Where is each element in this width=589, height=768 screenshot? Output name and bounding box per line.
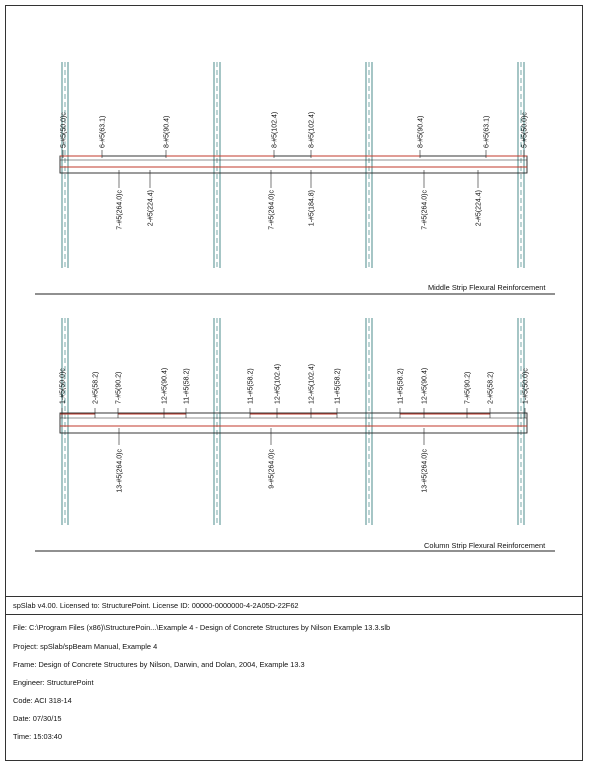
middle-top-bar-label: 8-#5(102.4) [271, 111, 279, 148]
column-top-bar-label: 11-#5(58.2) [397, 368, 405, 404]
column-top-bar-label: 12-#5(102.4) [274, 363, 282, 404]
column-top-bar-label: 12-#5(90.4) [161, 367, 169, 404]
middle-top-bar-label: 6-#5(63.1) [483, 115, 491, 148]
column-top-bar-label: 11-#5(58.2) [183, 368, 191, 404]
column-slab-outline [60, 413, 527, 433]
license-text: spSlab v4.00. Licensed to: StructurePoint. License ID: 00000-0000000-4-2A05D-22F62 [13, 601, 299, 610]
file-text: File: C:\Program Files (x86)\StructurePoin...\Example 4 - Design of Concrete Structures by Nilson Example 13.3.slb [13, 623, 391, 632]
middle-strip-title: Middle Strip Flexural Reinforcement [428, 283, 546, 292]
middle-bottom-bar-label: 7-#5(264.0)c [268, 190, 276, 230]
middle-bottom-bar-label: 7-#5(264.0)c [421, 190, 429, 230]
date-text: Date: 07/30/15 [13, 714, 62, 723]
column-top-bar-label: 11-#5(58.2) [247, 368, 255, 404]
project-text: Project: spSlab/spBeam Manual, Example 4 [13, 642, 158, 651]
code-text: Code: ACI 318-14 [13, 696, 72, 705]
frame-text: Frame: Design of Concrete Structures by Nilson, Darwin, and Dolan, 2004, Example 13.3 [13, 660, 305, 669]
middle-top-bar-label: 8-#5(90.4) [417, 115, 425, 148]
column-bottom-bar-label: 13-#5(264.0)c [116, 449, 124, 493]
middle-bottom-bar-label: 2-#5(224.4) [147, 190, 155, 227]
column-bottom-bar-label: 13-#5(264.0)c [421, 449, 429, 493]
column-top-bar-label: 1-#5(50.0)c [522, 368, 530, 404]
column-top-bar-label: 7-#5(90.2) [464, 371, 472, 404]
column-top-bar-label: 2-#5(58.2) [92, 371, 100, 404]
middle-top-bar-label: 5-#5(50.0)c [521, 112, 529, 148]
footer-divider [5, 614, 583, 615]
column-bottom-bar-label: 9-#5(264.0)c [268, 449, 276, 489]
middle-top-bar-label: 8-#5(90.4) [163, 115, 171, 148]
engineer-text: Engineer: StructurePoint [13, 678, 94, 687]
footer-divider-top [5, 596, 583, 597]
column-top-bar-label: 2-#5(58.2) [487, 371, 495, 404]
middle-top-bar-label: 5-#5(50.0)c [60, 112, 68, 148]
middle-slab-outline [60, 156, 527, 173]
middle-bottom-bar-label: 7-#5(264.0)c [116, 190, 124, 230]
middle-bottom-bar-label: 2-#5(224.4) [475, 190, 483, 227]
middle-bottom-bar-label: 1-#5(184.8) [308, 190, 316, 227]
column-top-bar-label: 7-#5(90.2) [115, 371, 123, 404]
middle-top-bar-label: 6-#5(63.1) [99, 115, 107, 148]
column-top-bar-label: 12-#5(102.4) [308, 363, 316, 404]
column-strip-title: Column Strip Flexural Reinforcement [424, 541, 546, 550]
column-top-bar-label: 1-#5(50.0)c [59, 368, 67, 404]
column-top-bar-label: 11-#5(58.2) [334, 368, 342, 404]
column-top-bar-label: 12-#5(90.4) [421, 367, 429, 404]
middle-top-bar-label: 8-#5(102.4) [308, 111, 316, 148]
time-text: Time: 15:03:40 [13, 732, 63, 741]
